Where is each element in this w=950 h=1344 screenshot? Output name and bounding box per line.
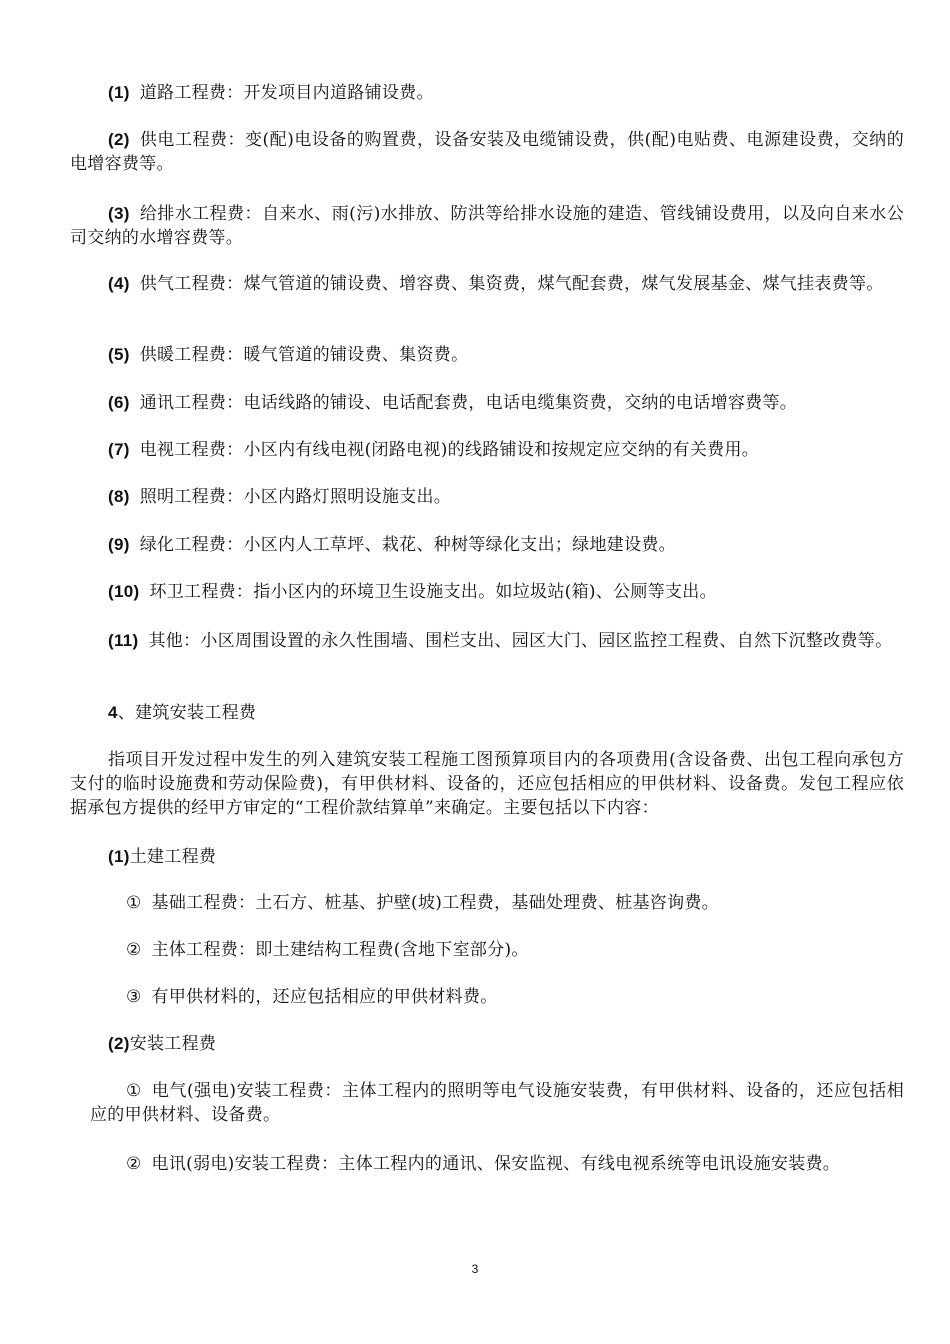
point-text: 电气(强电)安装工程费：主体工程内的照明等电气设施安装费，有甲供材料、设备的，还应包括相应的甲供材料、设备费。 xyxy=(90,1081,905,1125)
item-number: (3) xyxy=(108,204,130,223)
item-text: 绿化工程费：小区内人工草坪、栽花、种树等绿化支出；绿地建设费。 xyxy=(139,535,676,555)
subsection-install-heading xyxy=(70,1032,904,1056)
subsection-civil-heading xyxy=(70,845,904,869)
item-text: 通讯工程费：电话线路的铺设、电话配套费，电话电缆集资费，交纳的电话增容费等。 xyxy=(139,393,798,413)
install-point-2 xyxy=(90,1152,904,1176)
point-text: 基础工程费：土石方、桩基、护壁(坡)工程费，基础处理费、桩基咨询费。 xyxy=(151,893,720,913)
item-number: (7) xyxy=(108,440,130,459)
item-2 xyxy=(70,128,904,176)
item-text: 供暖工程费：暖气管道的铺设费、集资费。 xyxy=(139,345,469,365)
civil-point-3 xyxy=(90,985,904,1009)
section-title: 、建筑安装工程费 xyxy=(117,703,257,723)
item-1 xyxy=(70,81,904,105)
item-8 xyxy=(70,485,904,509)
section-heading xyxy=(70,701,904,725)
item-text: 给排水工程费：自来水、雨(污)水排放、防洪等给排水设施的建造、管线铺设费用，以及向自来水公司交纳的水增容费等。 xyxy=(70,204,904,248)
item-3 xyxy=(70,202,904,250)
subsection-title: 安装工程费 xyxy=(129,1034,217,1054)
page-number: 3 xyxy=(471,1262,479,1276)
item-text: 环卫工程费：指小区内的环境卫生设施支出。如垃圾站(箱)、公厕等支出。 xyxy=(149,582,717,602)
item-4 xyxy=(70,272,904,296)
item-number: (6) xyxy=(108,393,130,412)
point-mark: ② xyxy=(126,940,142,960)
civil-point-2 xyxy=(90,938,904,962)
item-10 xyxy=(70,580,904,604)
subsection-title: 土建工程费 xyxy=(129,847,217,867)
item-9 xyxy=(70,533,904,557)
point-mark: ① xyxy=(126,893,142,913)
item-6 xyxy=(70,391,904,415)
point-mark: ③ xyxy=(126,987,142,1007)
item-number: (8) xyxy=(108,487,130,506)
point-mark: ② xyxy=(126,1154,142,1174)
section-body: 指项目开发过程中发生的列入建筑安装工程施工图预算项目内的各项费用(含设备费、出包工程向承包方支付的临时设施费和劳动保险费)，有甲供材料、设备的，还应包括相应的甲供材料、设备费。发包工程应依据承包方提供的经甲方审定的“工程价款结算单”来确定。主要包括以下内容： xyxy=(70,750,904,818)
item-number: (10) xyxy=(108,582,140,601)
item-number: (11) xyxy=(108,631,139,650)
item-number: (5) xyxy=(108,345,130,364)
point-text: 有甲供材料的，还应包括相应的甲供材料费。 xyxy=(151,987,498,1007)
item-text: 供气工程费：煤气管道的铺设费、增容费、集资费，煤气配套费，煤气发展基金、煤气挂表费等。 xyxy=(139,274,884,294)
item-text: 道路工程费：开发项目内道路铺设费。 xyxy=(139,83,434,103)
item-number: (2) xyxy=(108,130,130,149)
item-text: 电视工程费：小区内有线电视(闭路电视)的线路铺设和按规定应交纳的有关费用。 xyxy=(139,440,760,460)
subsection-number: (1) xyxy=(108,847,130,866)
item-7 xyxy=(70,438,904,462)
item-number: (9) xyxy=(108,535,130,554)
item-text: 供电工程费：变(配)电设备的购置费，设备安装及电缆铺设费，供(配)电贴费、电源建设费，交纳的电增容费等。 xyxy=(70,130,904,174)
item-5 xyxy=(70,343,904,367)
civil-point-1 xyxy=(90,891,904,915)
install-point-1 xyxy=(90,1079,904,1127)
item-number: (4) xyxy=(108,274,130,293)
item-text: 其他：小区周围设置的永久性围墙、围栏支出、园区大门、园区监控工程费、自然下沉整改费等。 xyxy=(148,631,893,651)
subsection-number: (2) xyxy=(108,1034,130,1053)
item-11 xyxy=(70,629,904,653)
point-mark: ① xyxy=(126,1081,142,1101)
item-number: (1) xyxy=(108,83,130,102)
section-number: 4 xyxy=(108,703,118,722)
item-text: 照明工程费：小区内路灯照明设施支出。 xyxy=(139,487,452,507)
point-text: 主体工程费：即土建结构工程费(含地下室部分)。 xyxy=(151,940,529,960)
point-text: 电讯(弱电)安装工程费：主体工程内的通讯、保安监视、有线电视系统等电讯设施安装费。 xyxy=(151,1154,841,1174)
